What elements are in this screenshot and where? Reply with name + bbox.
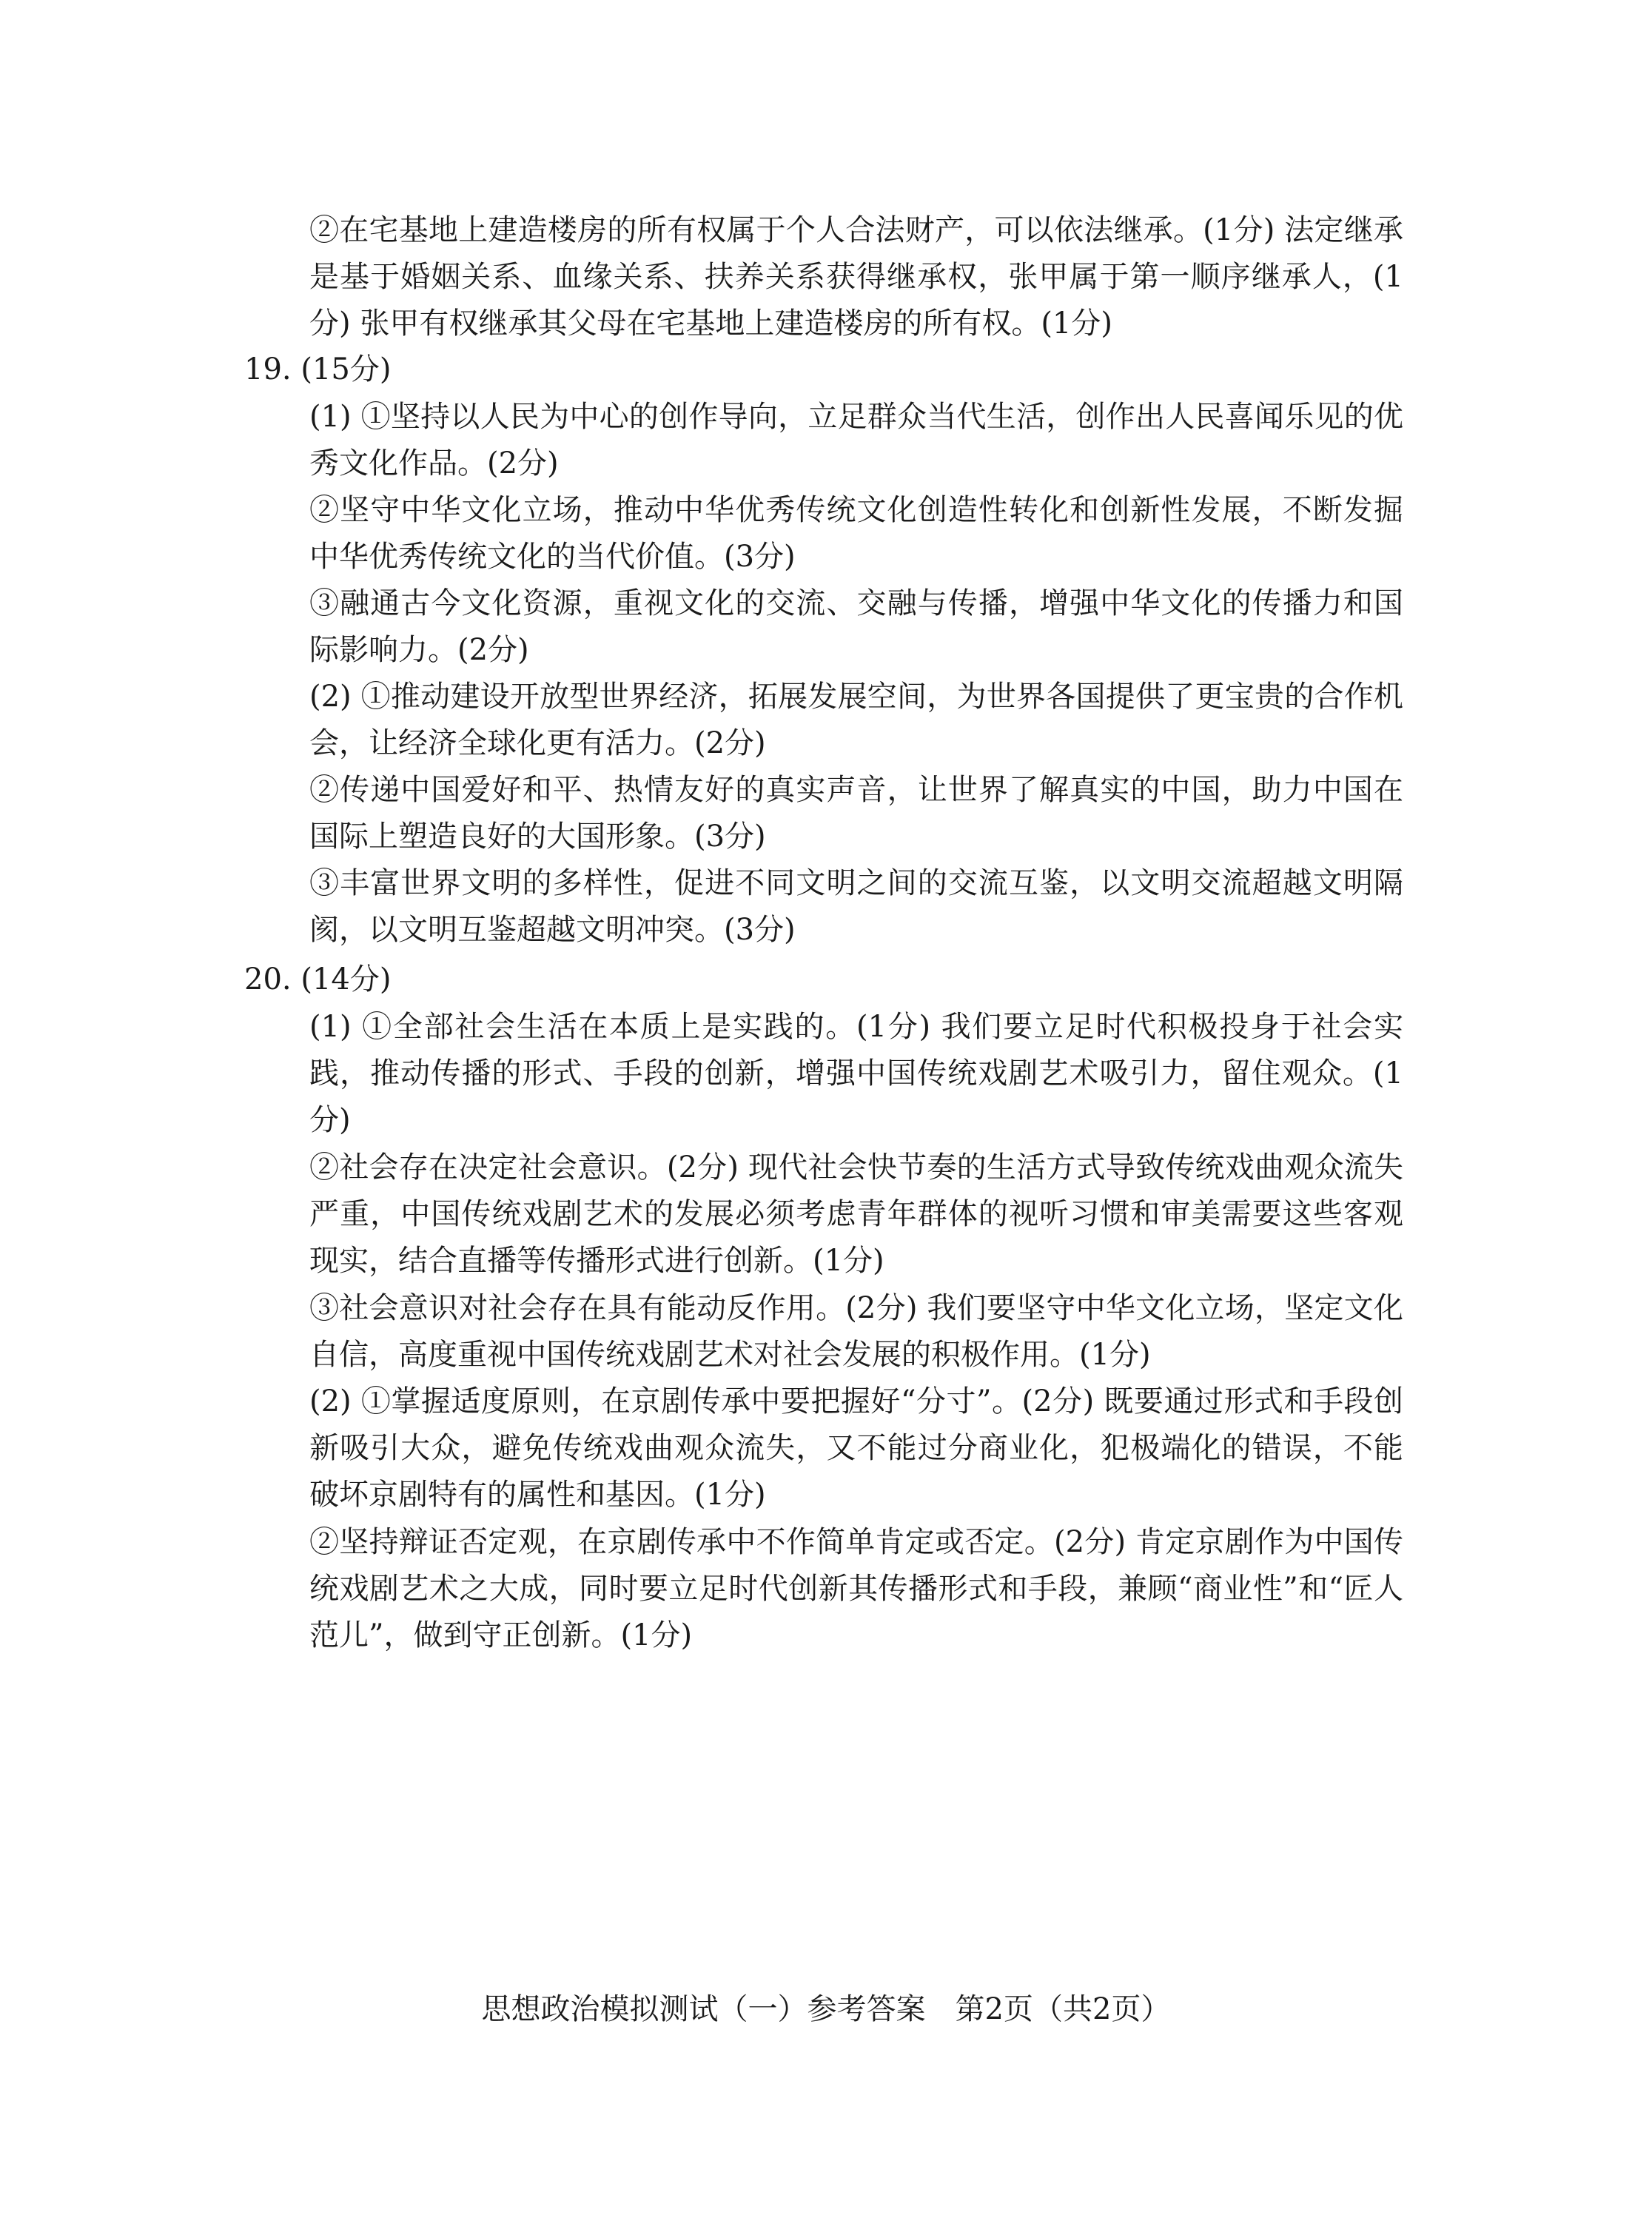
q19-1-point-1: (1) ①坚持以人民为中心的创作导向，立足群众当代生活，创作出人民喜闻乐见的优秀文化作品。(2分) — [309, 400, 1403, 480]
q19-1-point-2: ②坚守中华文化立场，推动中华优秀传统文化创造性转化和创新性发展，不断发掘中华优秀传统文化的当代价值。(3分) — [309, 493, 1403, 574]
q19-2-point-2: ②传递中国爱好和平、热情友好的真实声音，让世界了解真实的中国，助力中国在国际上塑造良好的大国形象。(3分) — [309, 773, 1403, 854]
q20-2-point-2: ②坚持辩证否定观，在京剧传承中不作简单肯定或否定。(2分) 肯定京剧作为中国传统戏剧艺术之大成，同时要立足时代创新其传播形式和手段，兼顾“商业性”和“匠人范儿”，做到守正创新。(1分) — [309, 1525, 1403, 1652]
q18-answer-part-2: ②在宅基地上建造楼房的所有权属于个人合法财产，可以依法继承。(1分) 法定继承是基于婚姻关系、血缘关系、扶养关系获得继承权，张甲属于第一顺序继承人，(1分) 张甲有权继承其父母在宅基地上建造楼房的所有权。(1分) — [309, 213, 1403, 341]
q20-1-point-1: (1) ①全部社会生活在本质上是实践的。(1分) 我们要立足时代积极投身于社会实践，推动传播的形式、手段的创新，增强中国传统戏剧艺术吸引力，留住观众。(1分) — [309, 1010, 1403, 1137]
page-footer: 思想政治模拟测试（一）参考答案 第2页（共2页） — [481, 1992, 1171, 2026]
q19-2-point-3: ③丰富世界文明的多样性，促进不同文明之间的交流互鉴，以文明交流超越文明隔阂，以文明互鉴超越文明冲突。(3分) — [309, 866, 1403, 947]
q20-1-point-2: ②社会存在决定社会意识。(2分) 现代社会快节奏的生活方式导致传统戏曲观众流失严重，中国传统戏剧艺术的发展必须考虑青年群体的视听习惯和审美需要这些客观现实，结合直播等传播形式进行创新。(1分) — [309, 1150, 1403, 1278]
q19-2-point-1: (2) ①推动建设开放型世界经济，拓展发展空间，为世界各国提供了更宝贵的合作机会，让经济全球化更有活力。(2分) — [309, 680, 1403, 760]
q20-2-point-1: (2) ①掌握适度原则，在京剧传承中要把握好“分寸”。(2分) 既要通过形式和手段创新吸引大众，避免传统戏曲观众流失，又不能过分商业化，犯极端化的错误，不能破坏京剧特有的属性和基因。(1分) — [309, 1384, 1403, 1512]
question-20-number: 20. (14分) — [244, 962, 392, 996]
question-19-number: 19. (15分) — [244, 352, 392, 386]
q20-1-point-3: ③社会意识对社会存在具有能动反作用。(2分) 我们要坚守中华文化立场，坚定文化自信，高度重视中国传统戏剧艺术对社会发展的积极作用。(1分) — [309, 1291, 1403, 1372]
q19-1-point-3: ③融通古今文化资源，重视文化的交流、交融与传播，增强中华文化的传播力和国际影响力。(2分) — [309, 586, 1403, 667]
